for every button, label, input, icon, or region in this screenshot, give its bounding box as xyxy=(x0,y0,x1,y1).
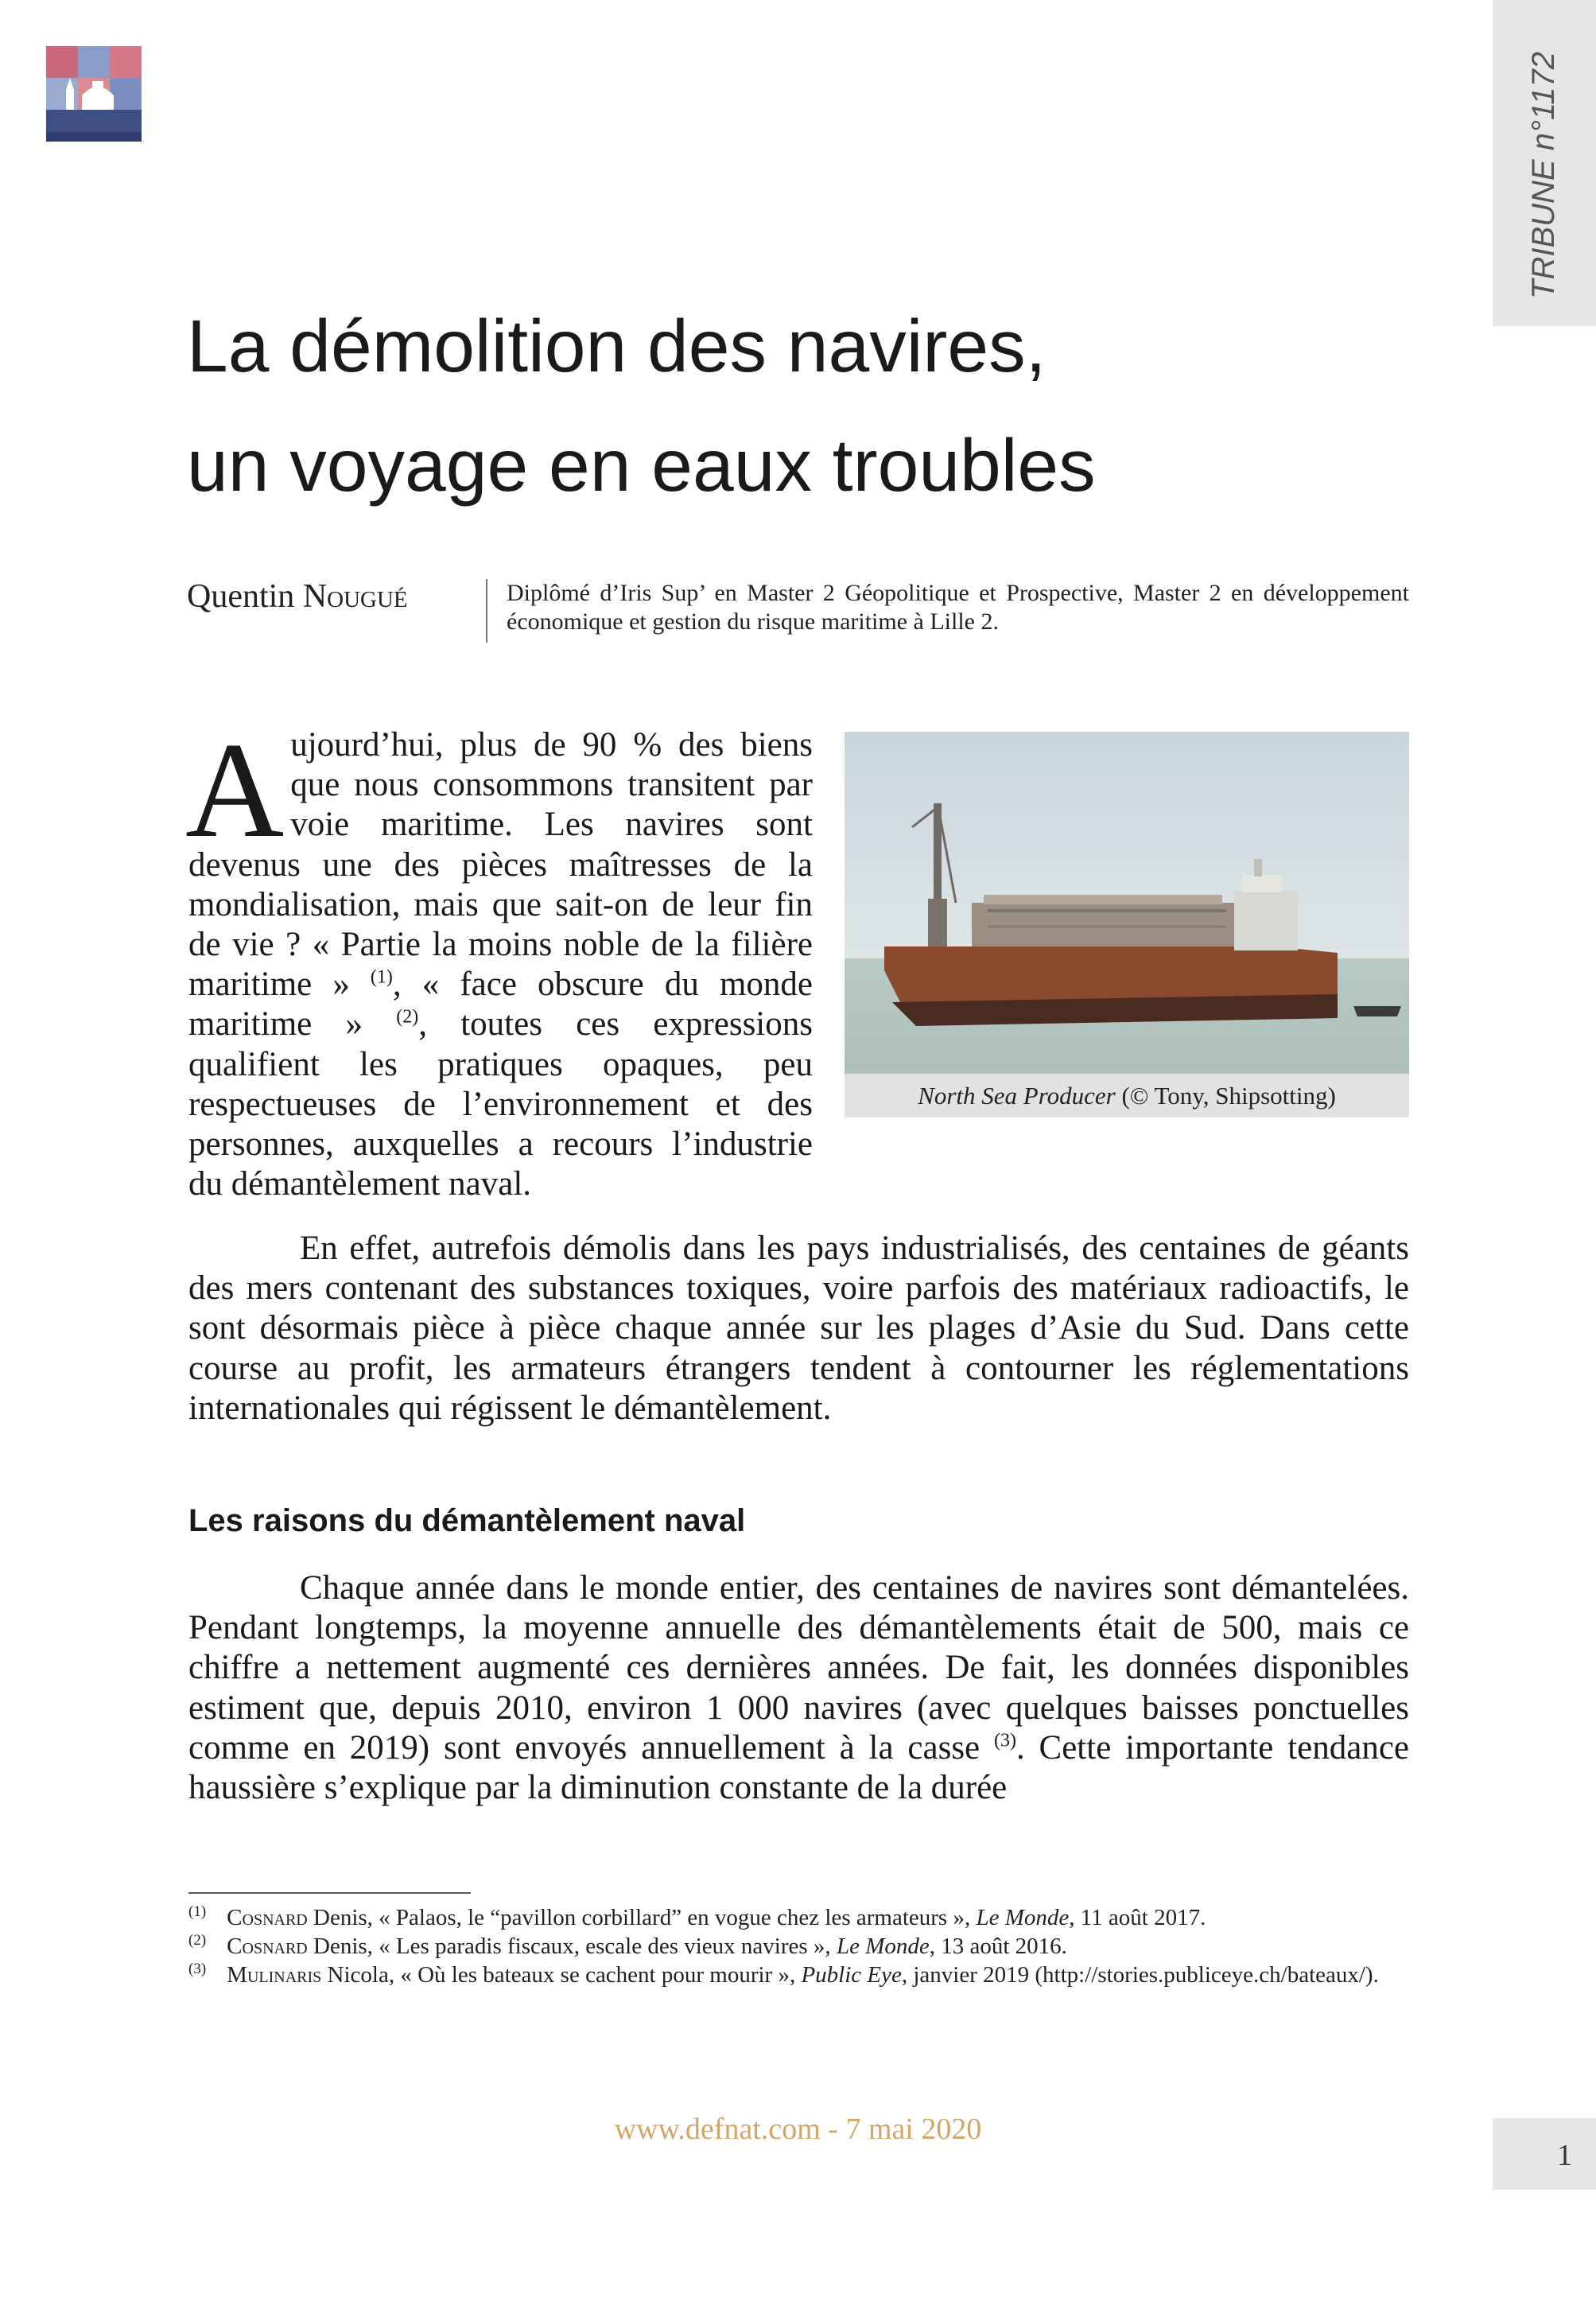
author-first-name: Quentin xyxy=(187,578,295,615)
author-bio: Diplômé d’Iris Sup’ en Master 2 Géopolitique et Prospective, Master 2 en développement économique et gestion du risque maritime à Lille 2. xyxy=(507,580,1409,635)
footnote-text: Denis, « Les paradis fiscaux, escale des vieux navires », xyxy=(307,1934,837,1959)
footnote-source: Le Monde xyxy=(836,1934,930,1959)
footnotes xyxy=(188,1903,1409,1989)
paragraph-3-text-b: . Cette importante tendance haussière s’explique par la diminution constante de la durée xyxy=(188,1728,1409,1807)
footnote-date: , 11 août 2017. xyxy=(1069,1905,1206,1930)
footnote-text: Denis, « Palaos, le “pavillon corbillard” en vogue chez les armateurs », xyxy=(307,1905,977,1930)
author-name xyxy=(187,577,408,616)
footnote-2 xyxy=(188,1932,1409,1961)
photo-caption-credit: (© Tony, Shipsotting) xyxy=(1115,1081,1336,1110)
footnote-ref-2[interactable]: (2) xyxy=(396,1007,419,1028)
photo-caption-title: North Sea Producer xyxy=(918,1081,1116,1110)
footnote-author: Cosnard xyxy=(227,1905,308,1930)
paragraph-2: En effet, autrefois démolis dans les pays industrialisés, des centaines de géants des mers contenant des substances toxiques, voire parfois des matériaux radioactifs, le sont désormais pièce à pièce chaque année sur les plages d’Asie du Sud. Dans cette course au profit, les armateurs étrangers tendent à contourner les réglementations internationales qui régissent le démantèlement. xyxy=(188,1230,1409,1427)
footnote-ref-3[interactable]: (3) xyxy=(993,1730,1016,1751)
intro-text-a: ujourd’hui, plus de 90 % des biens que nous consommons transitent par voie maritime. Les navires sont devenus une des pièces maîtresses de la mondialisation, mais que sait-on de leur fin de vie ? « Partie la moins noble de la filière maritime » xyxy=(188,726,813,1004)
footnote-author: Mulinaris xyxy=(227,1962,322,1988)
tribune-label xyxy=(1512,40,1575,310)
paragraph-3-text-a: Chaque année dans le monde entier, des centaines de navires sont démantelées. Pendant longtemps, la moyenne annuelle des démantèlements était de 500, mais ce chiffre a nettement augmenté ces dernières années. De fait, les données disponibles estiment que, depuis 2010, environ 1 000 navires (avec quelques baisses ponctuelles comme en 2019) sont envoyés annuellement à la casse xyxy=(188,1569,1409,1767)
intro-text-c: , toutes ces expressions qualifient les pratiques opaques, peu respectueuses de l’environnement et des personnes, auxquelles a recours l’industrie du démantèlement naval. xyxy=(188,1005,813,1203)
footnote-rule xyxy=(188,1892,471,1894)
section-heading: Les raisons du démantèlement naval xyxy=(188,1503,746,1538)
footnote-number: (1) xyxy=(188,1903,207,1921)
photo-float-spacer xyxy=(813,725,1409,1139)
author-last-name: Nougué xyxy=(302,578,408,615)
footnote-ref-1[interactable]: (1) xyxy=(370,966,393,988)
paragraph-3 xyxy=(188,1568,1409,1808)
tribune-label-text: TRIBUNE n°1172 xyxy=(1525,51,1561,299)
footnote-date: , janvier 2019 (http://stories.publiceye.ch/bateaux/). xyxy=(901,1962,1379,1988)
footnote-number: (2) xyxy=(188,1932,207,1949)
title-line-2: un voyage en eaux troubles xyxy=(187,424,1096,507)
footnote-1 xyxy=(188,1903,1409,1932)
author-divider xyxy=(486,579,487,643)
title-line-1: La démolition des navires, xyxy=(187,305,1047,387)
footnote-3 xyxy=(188,1961,1409,1989)
footnote-source: Le Monde xyxy=(976,1905,1070,1930)
defnat-building-logo-icon xyxy=(46,46,142,142)
page-title xyxy=(187,286,1380,525)
intro-paragraph xyxy=(185,715,1409,1204)
footnote-text: Nicola, « Où les bateaux se cachent pour mourir », xyxy=(321,1962,802,1988)
intro-text-b: , « face obscure du monde maritime » xyxy=(188,966,813,1044)
page-number-tab xyxy=(1493,2118,1596,2190)
footnote-date: , 13 août 2016. xyxy=(929,1934,1067,1959)
footnote-source: Public Eye xyxy=(801,1962,902,1988)
page-number: 1 xyxy=(1557,2139,1572,2172)
drop-cap: A xyxy=(185,715,285,866)
footnote-number: (3) xyxy=(188,1961,207,1978)
footnote-author: Cosnard xyxy=(227,1934,308,1959)
footer-url-date[interactable]: www.defnat.com - 7 mai 2020 xyxy=(614,2112,982,2146)
